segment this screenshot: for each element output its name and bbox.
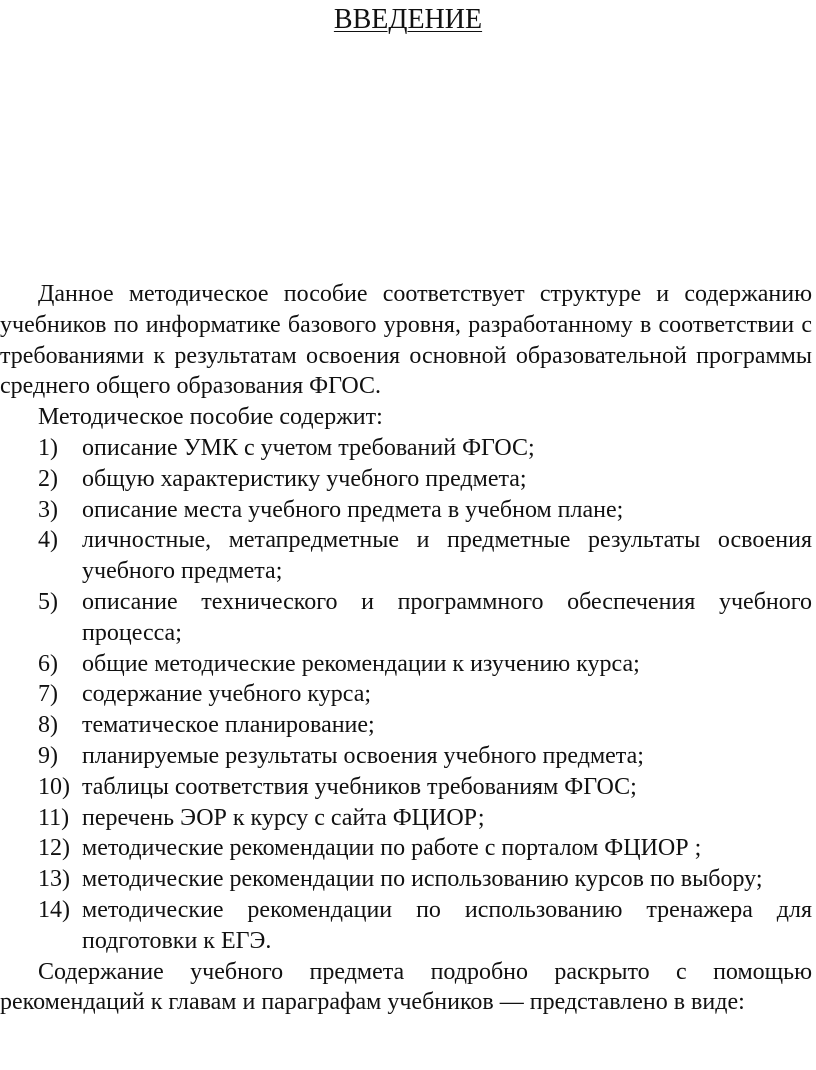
list-item-number: 12) — [38, 835, 70, 862]
page-title: ВВЕДЕНИЕ — [333, 4, 483, 35]
list-item — [0, 833, 812, 864]
list-item — [0, 587, 812, 649]
list-item-text: описание УМК с учетом требований ФГОС; — [82, 434, 535, 461]
list-item-number: 7) — [38, 681, 58, 708]
list-item-number: 10) — [38, 773, 70, 800]
list-item-text: таблицы соответствия учебников требованиям ФГОС; — [82, 773, 637, 800]
list-item — [0, 772, 812, 803]
list-item-number: 11) — [38, 804, 70, 831]
closing-paragraph: Содержание учебного предмета подробно раскрыто с помощью рекомендаций к главам и параграфам учебников — представлено в виде: — [0, 958, 812, 1016]
list-item-text: содержание учебного курса; — [82, 681, 372, 708]
document-body — [0, 279, 812, 1018]
list-item-number: 14) — [38, 896, 70, 923]
list-item-number: 3) — [38, 496, 58, 523]
list-item-text: тематическое планирование; — [82, 712, 375, 739]
list-item — [0, 895, 812, 957]
list-item-text: общую характеристику учебного предмета; — [82, 465, 527, 492]
list-item-text: описание места учебного предмета в учебном плане; — [82, 496, 624, 523]
list-item-text: описание технического и программного обеспечения учебного процесса; — [82, 588, 812, 646]
list-item-text: личностные, метапредметные и предметные результаты освоения учебного предмета; — [82, 527, 812, 585]
list-item-number: 2) — [38, 465, 58, 492]
list-item — [0, 710, 812, 741]
list-item-text: общие методические рекомендации к изучению курса; — [82, 650, 640, 677]
list-item — [0, 525, 812, 587]
list-intro: Методическое пособие содержит: — [38, 404, 383, 431]
list-item — [0, 464, 812, 495]
list-item-number: 4) — [38, 527, 58, 554]
list-item — [0, 649, 812, 680]
list-item — [0, 495, 812, 526]
list-item-text: методические рекомендации по работе с порталом ФЦИОР ; — [82, 835, 702, 862]
list-item-number: 6) — [38, 650, 58, 677]
list-item-text: планируемые результаты освоения учебного предмета; — [82, 742, 644, 769]
list-item-number: 5) — [38, 588, 58, 615]
list-item-number: 1) — [38, 434, 58, 461]
list-item-number: 8) — [38, 712, 58, 739]
contents-list — [0, 433, 812, 957]
list-item-number: 9) — [38, 742, 58, 769]
list-item — [0, 433, 812, 464]
list-item — [0, 803, 812, 834]
list-item-text: методические рекомендации по использованию тренажера для подготовки к ЕГЭ. — [82, 896, 812, 954]
list-item-text: методические рекомендации по использованию курсов по выбору; — [82, 866, 763, 893]
list-item-text: перечень ЭОР к курсу с сайта ФЦИОР; — [82, 804, 485, 831]
list-item — [0, 679, 812, 710]
list-item-number: 13) — [38, 866, 70, 893]
list-item — [0, 864, 812, 895]
intro-paragraph: Данное методическое пособие соответствует структуре и содержанию учебников по информатике базового уровня, разработанному в соответствии с требованиями к результатам освоения основной образовательной программы среднего общего образования ФГОС. — [0, 281, 812, 400]
list-item — [0, 741, 812, 772]
